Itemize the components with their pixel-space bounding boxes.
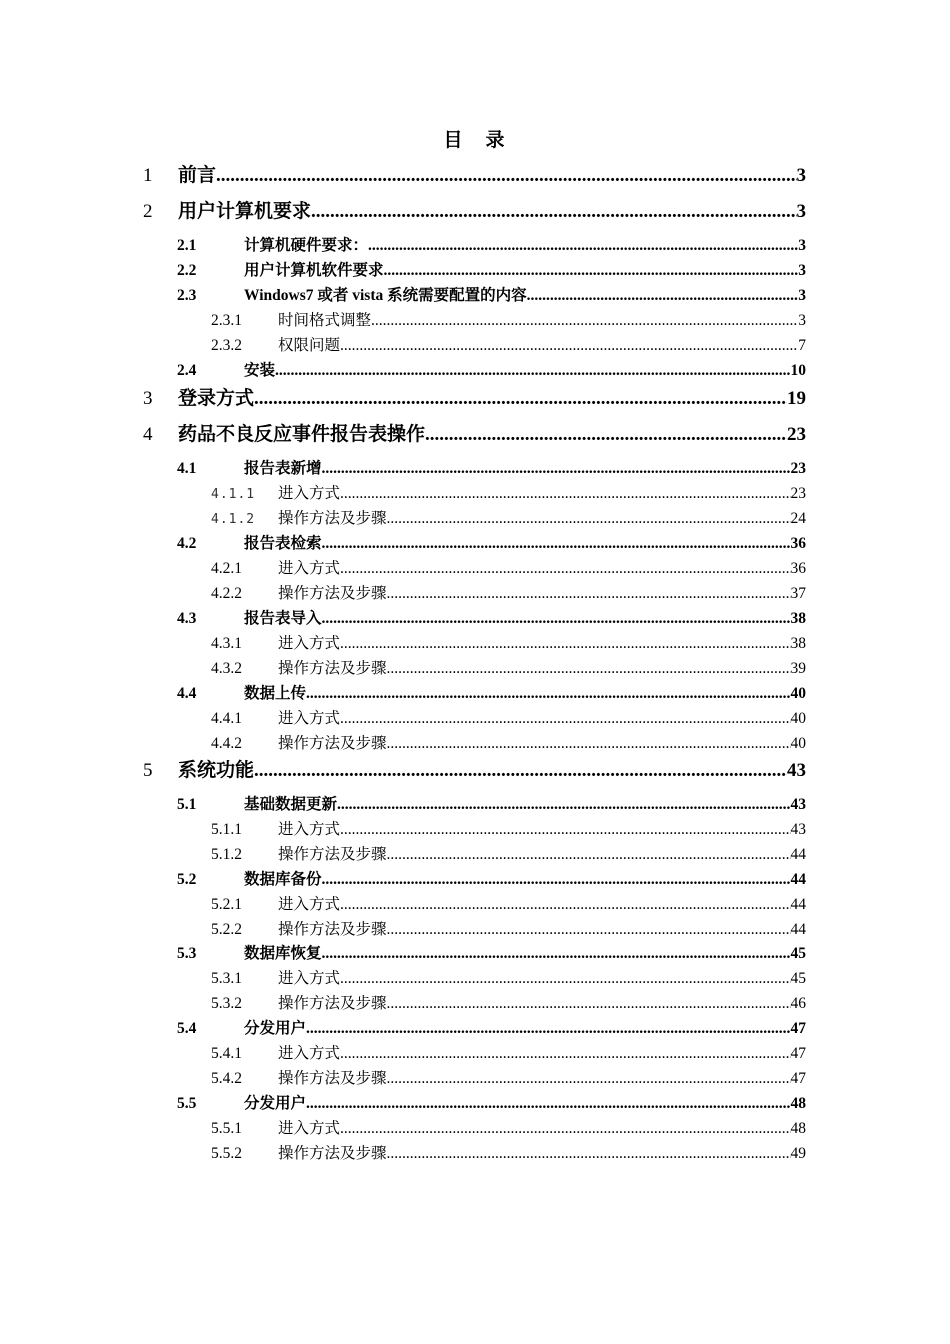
toc-entry-level2[interactable] — [177, 283, 806, 305]
toc-entry-level3[interactable] — [211, 481, 806, 503]
toc-entry-title: 系统功能 — [178, 760, 255, 781]
toc-entry-level2[interactable] — [177, 456, 806, 478]
toc-dot-leader — [340, 485, 790, 503]
toc-entry-title: 安装 — [244, 362, 276, 379]
toc-entry-level3[interactable] — [211, 892, 806, 914]
toc-entry-title: 用户计算机软件要求 — [244, 262, 384, 279]
toc-dot-leader — [371, 312, 798, 330]
toc-entry-title: 登录方式 — [178, 388, 255, 409]
toc-dot-leader — [340, 337, 798, 355]
toc-entry-title: 药品不良反应事件报告表操作 — [178, 424, 426, 445]
toc-dot-leader — [322, 871, 791, 889]
toc-entry-page: 47 — [790, 1020, 806, 1037]
toc-entry-title: 操作方法及步骤 — [278, 921, 387, 938]
toc-entry-page: 19 — [787, 388, 806, 409]
toc-entry-number: 5.4.2 — [211, 1070, 242, 1087]
toc-entry-number: 5.5.1 — [211, 1120, 242, 1137]
toc-entry-level3[interactable] — [211, 706, 806, 728]
toc-entry-number: 5.1.2 — [211, 846, 242, 863]
toc-entry-number: 5.2 — [177, 871, 197, 888]
toc-entry-page: 23 — [790, 485, 806, 502]
toc-entry-number: 4 — [143, 424, 153, 445]
toc-entry-title: 进入方式 — [278, 485, 341, 502]
toc-entry-number: 5.4 — [177, 1020, 197, 1037]
toc-dot-leader — [340, 896, 790, 914]
toc-entry-number: 5.3.2 — [211, 995, 242, 1012]
toc-entry-level3[interactable] — [211, 308, 806, 330]
toc-entry-title: 时间格式调整 — [278, 312, 372, 329]
toc-entry-number: 5.1.1 — [211, 821, 242, 838]
toc-dot-leader — [340, 1045, 790, 1063]
toc-dot-leader — [384, 262, 799, 280]
toc-entry-title: 报告表新增 — [244, 460, 322, 477]
toc-entry-page: 23 — [787, 424, 806, 445]
toc-entry-page: 3 — [798, 262, 806, 279]
toc-entry-level3[interactable] — [211, 631, 806, 653]
toc-entry-level2[interactable] — [177, 531, 806, 553]
toc-entry-number: 4.3.2 — [211, 660, 242, 677]
toc-entry-page: 38 — [790, 635, 806, 652]
toc-entry-number: 4.1 — [177, 460, 197, 477]
toc-entry-page: 3 — [798, 287, 806, 304]
toc-entry-number: 4.2.1 — [211, 560, 242, 577]
toc-entry-title: 分发用户 — [244, 1020, 307, 1037]
toc-entry-title: 进入方式 — [278, 1120, 341, 1137]
toc-dot-leader — [340, 1120, 790, 1138]
toc-entry-page: 43 — [790, 821, 806, 838]
toc-entry-page: 38 — [790, 610, 806, 627]
toc-entry-page: 3 — [796, 165, 806, 186]
toc-entry-number: 2.2 — [177, 262, 197, 279]
toc-entry-page: 37 — [790, 585, 806, 602]
toc-entry-number: 4.3.1 — [211, 635, 242, 652]
toc-entry-number: 4.3 — [177, 610, 197, 627]
toc-entry-level2[interactable] — [177, 681, 806, 703]
toc-entry-page: 3 — [798, 237, 806, 254]
toc-title: 目 录 — [443, 130, 507, 151]
toc-dot-leader — [311, 201, 796, 223]
toc-entry-title: 操作方法及步骤 — [278, 585, 387, 602]
toc-entry-number: 5.1 — [177, 796, 197, 813]
toc-entry-page: 47 — [790, 1045, 806, 1062]
toc-entry-level3[interactable] — [211, 1041, 806, 1063]
toc-entry-level3[interactable] — [211, 842, 806, 864]
toc-entry-level2[interactable] — [177, 1091, 806, 1113]
toc-dot-leader — [387, 660, 791, 678]
toc-entry-title: 报告表检索 — [244, 535, 322, 552]
toc-entry-page: 44 — [790, 871, 806, 888]
toc-entry-number: 2.4 — [177, 362, 197, 379]
toc-entry-number: 5.3.1 — [211, 970, 242, 987]
toc-entry-number: 4.4.1 — [211, 710, 242, 727]
toc-entry-title: 基础数据更新 — [244, 796, 338, 813]
toc-entry-page: 40 — [790, 685, 806, 702]
toc-entry-number: 5.5 — [177, 1095, 197, 1112]
toc-entry-level3[interactable] — [211, 817, 806, 839]
toc-entry-level2[interactable] — [177, 867, 806, 889]
toc-dot-leader — [387, 995, 791, 1013]
toc-dot-leader — [275, 362, 790, 380]
toc-entry-page: 36 — [790, 560, 806, 577]
toc-entry-number: 4.1.1 — [211, 487, 256, 502]
toc-entry-page: 39 — [790, 660, 806, 677]
toc-dot-leader — [425, 424, 787, 446]
toc-entry-page: 48 — [790, 1095, 806, 1112]
toc-entry-title: Windows7 或者 vista 系统需要配置的内容 — [244, 287, 527, 304]
toc-entry-level2[interactable] — [177, 258, 806, 280]
toc-entry-page: 24 — [790, 510, 806, 527]
toc-entry-page: 44 — [790, 896, 806, 913]
toc-entry-number: 4.4.2 — [211, 735, 242, 752]
toc-entry-number: 5 — [143, 760, 153, 781]
toc-entry-number: 5.2.2 — [211, 921, 242, 938]
toc-entry-level2[interactable] — [177, 941, 806, 963]
toc-entry-title: 操作方法及步骤 — [278, 995, 387, 1012]
toc-entry-level3[interactable] — [211, 1066, 806, 1088]
toc-dot-leader — [368, 237, 798, 255]
toc-entry-level1[interactable] — [143, 196, 806, 223]
toc-entry-level3[interactable] — [211, 581, 806, 603]
toc-entry-level3[interactable] — [211, 917, 806, 939]
toc-dot-leader — [387, 1145, 791, 1163]
toc-entry-title: 进入方式 — [278, 1045, 341, 1062]
toc-entry-number: 5.5.2 — [211, 1145, 242, 1162]
toc-entry-title: 报告表导入 — [244, 610, 322, 627]
toc-entry-level3[interactable] — [211, 656, 806, 678]
toc-entry-page: 10 — [790, 362, 806, 379]
toc-entry-title: 操作方法及步骤 — [278, 846, 387, 863]
toc-entry-title: 进入方式 — [278, 821, 341, 838]
toc-dot-leader — [387, 585, 791, 603]
toc-dot-leader — [306, 1020, 790, 1038]
toc-entry-page: 45 — [790, 970, 806, 987]
toc-entry-level1[interactable] — [143, 755, 806, 782]
toc-dot-leader — [340, 710, 790, 728]
toc-entry-page: 44 — [790, 846, 806, 863]
toc-entry-page: 48 — [790, 1120, 806, 1137]
toc-dot-leader — [322, 610, 791, 628]
toc-entry-page: 47 — [790, 1070, 806, 1087]
toc-entry-title: 计算机硬件要求： — [244, 237, 369, 254]
toc-entry-number: 2.3.2 — [211, 337, 242, 354]
toc-entry-page: 46 — [790, 995, 806, 1012]
toc-entry-number: 5.3 — [177, 945, 197, 962]
toc-dot-leader — [387, 921, 791, 939]
toc-dot-leader — [387, 510, 791, 528]
toc-entry-title: 权限问题 — [278, 337, 341, 354]
toc-entry-number: 5.2.1 — [211, 896, 242, 913]
toc-entry-title: 数据库备份 — [244, 871, 322, 888]
toc-entry-level3[interactable] — [211, 333, 806, 355]
toc-entry-number: 4.4 — [177, 685, 197, 702]
toc-entry-title: 进入方式 — [278, 970, 341, 987]
toc-dot-leader — [340, 560, 790, 578]
toc-entry-page: 7 — [798, 337, 806, 354]
toc-entry-number: 1 — [143, 165, 153, 186]
toc-entry-number: 2.1 — [177, 237, 197, 254]
toc-entry-title: 进入方式 — [278, 635, 341, 652]
toc-entry-number: 4.2.2 — [211, 585, 242, 602]
toc-dot-leader — [254, 760, 787, 782]
toc-entry-level3[interactable] — [211, 731, 806, 753]
toc-dot-leader — [527, 287, 799, 305]
toc-dot-leader — [387, 846, 791, 864]
toc-entry-title: 进入方式 — [278, 560, 341, 577]
toc-entry-number: 2.3.1 — [211, 312, 242, 329]
toc-dot-leader — [340, 821, 790, 839]
toc-entry-page: 36 — [790, 535, 806, 552]
toc-entry-level3[interactable] — [211, 1116, 806, 1138]
toc-entry-level2[interactable] — [177, 792, 806, 814]
toc-entry-number: 2.3 — [177, 287, 197, 304]
toc-entry-title: 进入方式 — [278, 896, 341, 913]
toc-entry-level1[interactable] — [143, 419, 806, 446]
toc-entry-level2[interactable] — [177, 358, 806, 380]
toc-dot-leader — [337, 796, 790, 814]
toc-entry-level1[interactable] — [143, 383, 806, 410]
toc-entry-title: 进入方式 — [278, 710, 341, 727]
toc-dot-leader — [340, 635, 790, 653]
toc-dot-leader — [322, 460, 791, 478]
toc-dot-leader — [306, 685, 790, 703]
toc-dot-leader — [322, 945, 791, 963]
toc-entry-page: 3 — [798, 312, 806, 329]
toc-entry-level2[interactable] — [177, 233, 806, 255]
toc-entry-page: 43 — [787, 760, 806, 781]
toc-entry-title: 操作方法及步骤 — [278, 660, 387, 677]
toc-entry-page: 40 — [790, 710, 806, 727]
toc-entry-level2[interactable] — [177, 606, 806, 628]
toc-entry-number: 4.2 — [177, 535, 197, 552]
toc-entry-level3[interactable] — [211, 1141, 806, 1163]
toc-dot-leader — [254, 388, 787, 410]
toc-dot-leader — [216, 165, 796, 187]
toc-entry-title: 数据上传 — [244, 685, 307, 702]
toc-entry-level3[interactable] — [211, 991, 806, 1013]
toc-entry-level3[interactable] — [211, 556, 806, 578]
toc-entry-page: 3 — [796, 201, 806, 222]
toc-entry-title: 操作方法及步骤 — [278, 735, 387, 752]
toc-entry-page: 43 — [790, 796, 806, 813]
toc-dot-leader — [340, 970, 790, 988]
toc-entry-page: 49 — [790, 1145, 806, 1162]
toc-dot-leader — [387, 1070, 791, 1088]
toc-entry-title: 操作方法及步骤 — [278, 1145, 387, 1162]
toc-dot-leader — [322, 535, 791, 553]
toc-entry-title: 前言 — [178, 165, 217, 186]
toc-entry-page: 23 — [790, 460, 806, 477]
toc-entry-level3[interactable] — [211, 966, 806, 988]
toc-entry-title: 分发用户 — [244, 1095, 307, 1112]
toc-entry-title: 操作方法及步骤 — [278, 1070, 387, 1087]
toc-entry-page: 44 — [790, 921, 806, 938]
toc-entry-title: 用户计算机要求 — [178, 201, 312, 222]
toc-entry-page: 45 — [790, 945, 806, 962]
toc-entry-page: 40 — [790, 735, 806, 752]
toc-entry-title: 操作方法及步骤 — [278, 510, 387, 527]
toc-entry-title: 数据库恢复 — [244, 945, 322, 962]
toc-entry-number: 2 — [143, 201, 153, 222]
toc-dot-leader — [306, 1095, 790, 1113]
toc-entry-level3[interactable] — [211, 506, 806, 528]
toc-entry-number: 5.4.1 — [211, 1045, 242, 1062]
toc-entry-level1[interactable] — [143, 160, 806, 187]
toc-dot-leader — [387, 735, 791, 753]
toc-entry-number: 3 — [143, 388, 153, 409]
toc-entry-number: 4.1.2 — [211, 512, 256, 527]
toc-entry-level2[interactable] — [177, 1016, 806, 1038]
